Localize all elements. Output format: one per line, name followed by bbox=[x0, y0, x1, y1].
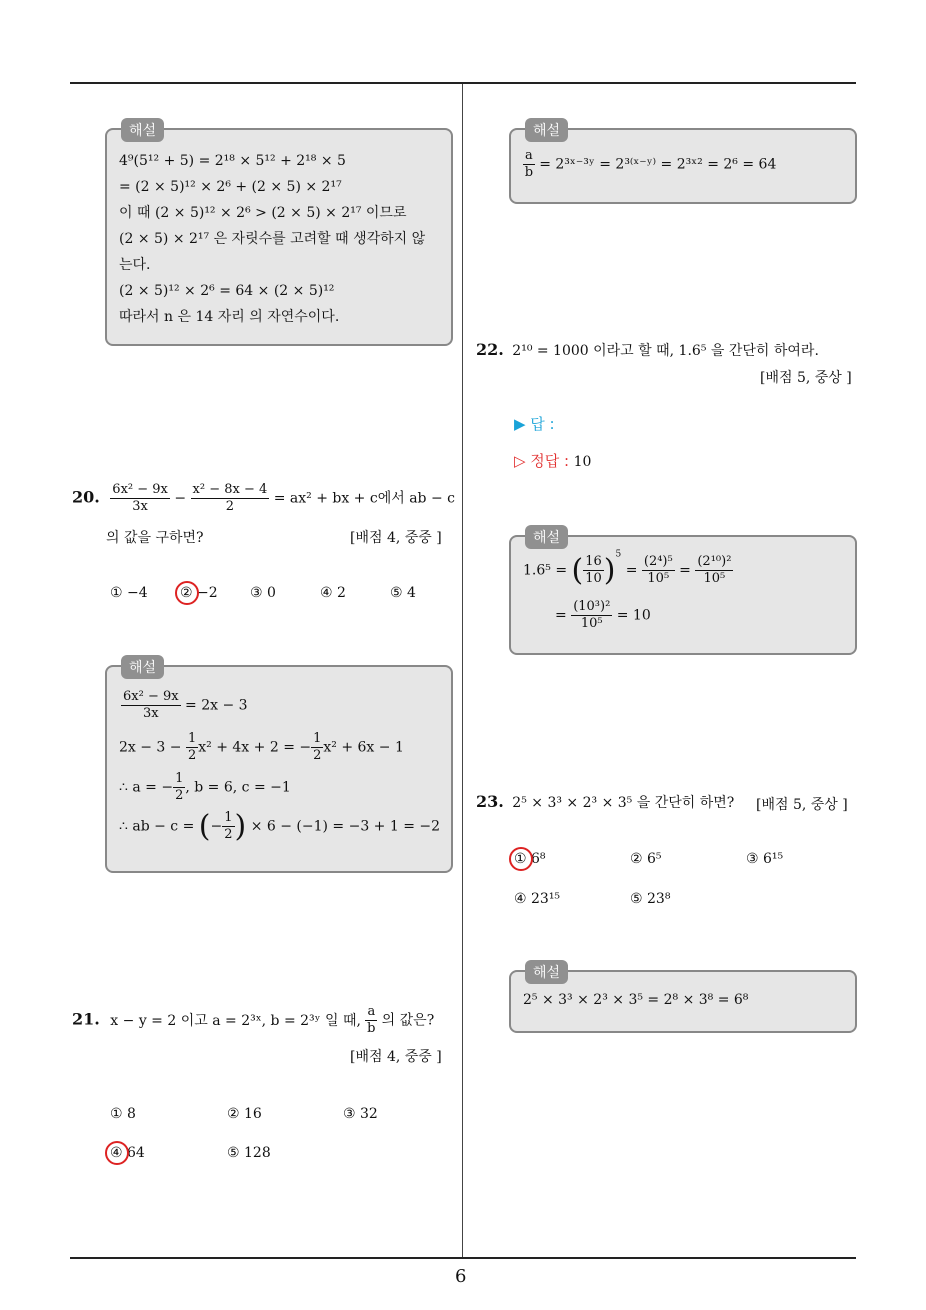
choice[interactable]: ③ 32 bbox=[343, 1106, 378, 1122]
expression: x² + 4x + 2 = − bbox=[198, 739, 312, 756]
expression: × 6 − (−1) = −3 + 1 = −2 bbox=[250, 818, 441, 835]
denominator: 2 bbox=[313, 748, 322, 763]
numerator: (2¹⁰)² bbox=[697, 554, 732, 569]
answer-mark bbox=[175, 581, 199, 605]
denominator: 2 bbox=[224, 827, 233, 842]
choice[interactable]: ④ 64 bbox=[110, 1145, 145, 1161]
numerator: 1 bbox=[175, 771, 184, 786]
operator: = bbox=[679, 562, 691, 579]
denominator: b bbox=[367, 1021, 376, 1036]
choice[interactable]: ① 6⁸ bbox=[514, 851, 546, 867]
solution-box-19 bbox=[105, 123, 453, 346]
choice[interactable]: ④ 2 bbox=[320, 585, 346, 601]
top-rule bbox=[70, 82, 856, 84]
expression: ∴ a = − bbox=[119, 779, 174, 796]
choice[interactable]: ⑤ 4 bbox=[390, 585, 416, 601]
correct-value: 10 bbox=[573, 454, 592, 470]
expression: ∴ ab − c = bbox=[119, 818, 195, 835]
fraction bbox=[642, 554, 675, 587]
choice[interactable]: ③ 0 bbox=[250, 585, 276, 601]
numerator: a bbox=[525, 148, 533, 163]
correct-answer bbox=[514, 450, 591, 471]
question-20 bbox=[72, 482, 455, 515]
equation-tail: = 2³ˣ⁻³ʸ = 2³⁽ˣ⁻ʸ⁾ = 2³ˣ² = 2⁶ = 64 bbox=[539, 156, 777, 173]
fraction bbox=[186, 731, 198, 764]
fraction bbox=[523, 148, 535, 181]
fraction bbox=[571, 599, 612, 632]
solution-line bbox=[523, 549, 733, 588]
fraction bbox=[222, 810, 234, 843]
operator: = bbox=[555, 607, 567, 624]
expression: 2x − 3 − bbox=[119, 739, 182, 756]
fraction bbox=[110, 482, 170, 515]
solution-box-21 bbox=[509, 123, 857, 204]
question-number: 21. bbox=[72, 1009, 100, 1029]
fraction bbox=[191, 482, 270, 515]
fraction bbox=[311, 731, 323, 764]
solution-tag: 해설 bbox=[525, 525, 568, 549]
equation-tail: = 2x − 3 bbox=[185, 697, 248, 714]
solution-line: 4⁹(5¹² + 5) = 2¹⁸ × 5¹² + 2¹⁸ × 5 bbox=[119, 153, 346, 169]
fraction bbox=[583, 554, 604, 587]
solution-line bbox=[119, 731, 404, 764]
solution-tag: 해설 bbox=[525, 118, 568, 142]
solution-box-20 bbox=[105, 660, 453, 873]
numerator: 1 bbox=[313, 731, 322, 746]
solution-line bbox=[119, 771, 291, 804]
solution-line bbox=[121, 689, 248, 722]
fraction bbox=[121, 689, 181, 722]
numerator: 6x² − 9x bbox=[112, 482, 168, 497]
numerator: 1 bbox=[187, 731, 197, 746]
score-label: [배점 5, 중상 ] bbox=[760, 370, 852, 386]
question-number: 23. bbox=[476, 792, 504, 811]
choice[interactable]: ② 6⁵ bbox=[630, 851, 662, 867]
solution-line: 2⁵ × 3³ × 2³ × 3⁵ = 2⁸ × 3⁸ = 6⁸ bbox=[523, 992, 749, 1008]
question-text: 2¹⁰ = 1000 이라고 할 때, 1.6⁵ 을 간단히 하여라. bbox=[512, 343, 819, 359]
solution-content bbox=[119, 148, 441, 330]
solution-line bbox=[523, 148, 776, 181]
solution-line: = (2 × 5)¹² × 2⁶ + (2 × 5) × 2¹⁷ bbox=[119, 179, 342, 195]
solution-tag: 해설 bbox=[525, 960, 568, 984]
score-label: [배점 4, 중중 ] bbox=[350, 530, 442, 546]
correct-label: ▷ 정답 : bbox=[514, 452, 570, 470]
question-number: 20. bbox=[72, 487, 100, 507]
equation-tail: = 10 bbox=[616, 607, 651, 624]
numerator: 16 bbox=[585, 554, 602, 569]
score-label: [배점 4, 중중 ] bbox=[350, 1049, 442, 1065]
denominator: 10⁵ bbox=[580, 616, 603, 631]
question-text: 의 값을 구하면? bbox=[106, 530, 204, 546]
bottom-rule bbox=[70, 1257, 856, 1259]
denominator: 2 bbox=[187, 748, 197, 763]
solution-line: 이 때 (2 × 5)¹² × 2⁶ > (2 × 5) × 2¹⁷ 이므로 bbox=[119, 205, 407, 221]
operator: − bbox=[210, 818, 223, 835]
choice[interactable]: ② 16 bbox=[227, 1106, 262, 1122]
denominator: b bbox=[524, 165, 534, 180]
solution-line bbox=[119, 809, 440, 844]
solution-line bbox=[555, 599, 651, 632]
choice[interactable]: ⑤ 128 bbox=[227, 1145, 271, 1161]
choice[interactable]: ① 8 bbox=[110, 1106, 136, 1122]
solution-line: (2 × 5) × 2¹⁷ 은 자릿수를 고려할 때 생각하지 않 bbox=[119, 231, 426, 247]
page-number: 6 bbox=[455, 1266, 467, 1287]
denominator: 10⁵ bbox=[647, 571, 670, 586]
denominator: 3x bbox=[142, 706, 159, 721]
numerator: a bbox=[367, 1004, 376, 1019]
solution-tag: 해설 bbox=[121, 118, 164, 142]
equation-tail: = ax² + bx + c에서 ab − c bbox=[273, 490, 455, 507]
solution-tag: 해설 bbox=[121, 655, 164, 679]
expression: , b = 6, c = −1 bbox=[185, 779, 291, 796]
operator: − bbox=[174, 490, 187, 507]
answer-label: ▶ 답 : bbox=[514, 415, 555, 433]
choice[interactable]: ② −2 bbox=[180, 585, 218, 601]
solution-box-23 bbox=[509, 965, 857, 1033]
exponent: 5 bbox=[615, 549, 622, 560]
expression: 1.6⁵ = bbox=[523, 562, 568, 579]
denominator: 10 bbox=[585, 571, 602, 586]
choice[interactable]: ⑤ 23⁸ bbox=[630, 891, 671, 907]
question-21 bbox=[72, 1004, 434, 1037]
fraction bbox=[695, 554, 733, 587]
column-divider bbox=[462, 84, 463, 1258]
choice[interactable]: ① −4 bbox=[110, 585, 148, 601]
numerator: (10³)² bbox=[573, 599, 611, 614]
answer-mark bbox=[509, 847, 533, 871]
numerator: (2⁴)⁵ bbox=[643, 554, 673, 569]
fraction bbox=[365, 1004, 377, 1037]
denominator: 3x bbox=[132, 499, 148, 514]
choice[interactable]: ③ 6¹⁵ bbox=[746, 851, 784, 867]
denominator: 2 bbox=[225, 499, 235, 514]
denominator: 2 bbox=[175, 788, 184, 803]
question-text: x − y = 2 이고 a = 2³ˣ, b = 2³ʸ 일 때, bbox=[110, 1012, 361, 1029]
solution-box-22 bbox=[509, 530, 857, 655]
paren: ) bbox=[234, 809, 247, 844]
denominator: 10⁵ bbox=[703, 571, 726, 586]
operator: = bbox=[625, 562, 638, 579]
solution-line: (2 × 5)¹² × 2⁶ = 64 × (2 × 5)¹² bbox=[119, 283, 335, 299]
question-text: 2⁵ × 3³ × 2³ × 3⁵ 을 간단히 하면? bbox=[512, 795, 735, 811]
fraction bbox=[173, 771, 185, 804]
question-23 bbox=[476, 792, 734, 812]
score-label: [배점 5, 중상 ] bbox=[756, 797, 848, 813]
choice[interactable]: ④ 23¹⁵ bbox=[514, 891, 561, 907]
answer-mark bbox=[105, 1141, 129, 1165]
paren: ) bbox=[603, 553, 616, 588]
solution-line: 따라서 n 은 14 자리 의 자연수이다. bbox=[119, 309, 340, 325]
question-number: 22. bbox=[476, 340, 504, 359]
paren: ( bbox=[198, 809, 211, 844]
question-text: 의 값은? bbox=[381, 1012, 435, 1029]
numerator: 6x² − 9x bbox=[123, 689, 179, 704]
solution-line: 는다. bbox=[119, 257, 151, 273]
paren: ( bbox=[571, 553, 584, 588]
numerator: x² − 8x − 4 bbox=[192, 482, 268, 497]
numerator: 1 bbox=[224, 810, 233, 825]
question-22 bbox=[476, 340, 819, 360]
expression: x² + 6x − 1 bbox=[323, 739, 404, 756]
